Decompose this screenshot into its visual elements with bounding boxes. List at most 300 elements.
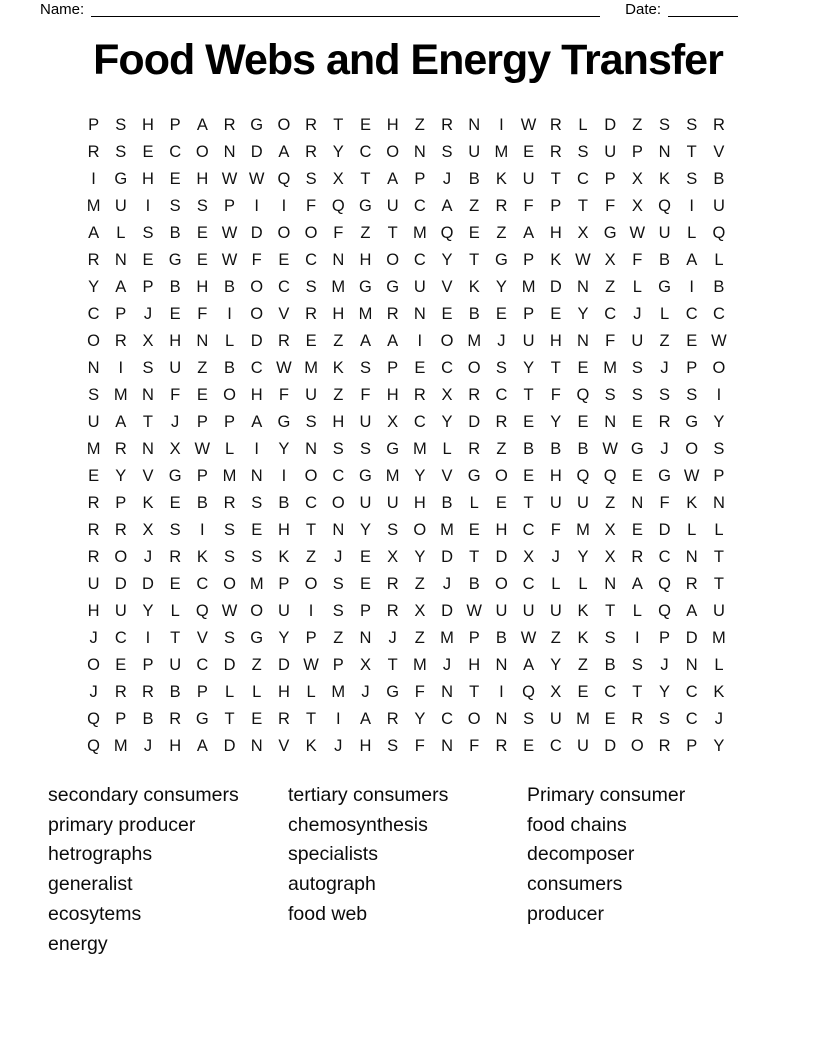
grid-letter: B <box>224 278 236 296</box>
grid-letter: N <box>142 386 154 404</box>
grid-letter: G <box>386 278 400 296</box>
grid-letter: B <box>278 494 290 512</box>
grid-letter: E <box>169 494 181 512</box>
grid-letter: C <box>495 386 508 404</box>
grid-letter: S <box>713 440 725 458</box>
grid-letter: E <box>523 413 535 431</box>
grid-letter: K <box>196 548 208 566</box>
grid-letter: N <box>495 656 508 674</box>
grid-letter: C <box>604 683 617 701</box>
grid-letter: H <box>386 116 399 134</box>
grid-letter: T <box>523 494 534 512</box>
grid-letter: D <box>441 548 453 566</box>
word-bank-item: decomposer <box>527 843 635 866</box>
grid-letter: D <box>604 116 617 134</box>
grid-letter: K <box>577 629 589 647</box>
grid-letter: S <box>305 170 317 188</box>
grid-letter: S <box>659 710 671 728</box>
grid-letter: H <box>495 521 508 539</box>
grid-letter: C <box>277 278 290 296</box>
grid-letter: S <box>88 386 100 404</box>
grid-letter: P <box>169 116 181 134</box>
grid-letter: H <box>359 251 372 269</box>
grid-letter: I <box>499 683 504 701</box>
grid-letter: C <box>413 413 426 431</box>
grid-letter: Y <box>577 305 589 323</box>
grid-letter: N <box>685 548 698 566</box>
grid-letter: S <box>686 116 698 134</box>
grid-letter: P <box>468 629 480 647</box>
grid-letter: T <box>713 548 724 566</box>
grid-letter: E <box>577 413 589 431</box>
grid-letter: L <box>659 305 670 323</box>
grid-letter: V <box>278 305 290 323</box>
grid-letter: K <box>495 170 507 188</box>
word-bank-item: Primary consumer <box>527 784 686 806</box>
grid-letter: F <box>659 494 670 512</box>
grid-letter: B <box>523 440 535 458</box>
grid-letter: J <box>551 548 560 566</box>
grid-letter: Q <box>658 197 671 215</box>
grid-letter: Y <box>115 467 127 485</box>
grid-letter: G <box>114 170 128 188</box>
grid-letter: D <box>604 737 617 755</box>
grid-letter: M <box>576 710 590 728</box>
grid-letter: L <box>714 521 724 539</box>
grid-letter: S <box>142 359 154 377</box>
grid-letter: T <box>170 629 181 647</box>
grid-letter: C <box>522 521 535 539</box>
grid-letter: U <box>712 602 725 620</box>
header-row <box>40 1 738 18</box>
grid-letter: A <box>523 656 535 674</box>
grid-letter: B <box>224 359 236 377</box>
grid-letter: U <box>386 197 399 215</box>
grid-letter: Z <box>414 629 425 647</box>
grid-letter: R <box>468 386 481 404</box>
grid-letter: Q <box>658 575 671 593</box>
grid-letter: P <box>523 305 535 323</box>
grid-letter: A <box>686 602 698 620</box>
grid-letter: K <box>577 602 589 620</box>
grid-letter: B <box>713 170 725 188</box>
grid-letter: F <box>605 197 616 215</box>
grid-letter: M <box>86 197 101 215</box>
grid-letter: J <box>89 683 98 701</box>
grid-letter: P <box>686 359 698 377</box>
grid-letter: M <box>86 440 101 458</box>
grid-letter: H <box>549 467 562 485</box>
grid-letter: Y <box>713 737 725 755</box>
grid-letter: F <box>306 197 317 215</box>
grid-letter: T <box>469 251 480 269</box>
grid-letter: M <box>521 278 536 296</box>
grid-letter: U <box>87 575 100 593</box>
grid-letter: K <box>305 737 317 755</box>
grid-letter: O <box>331 494 345 512</box>
grid-letter: L <box>687 521 697 539</box>
grid-letter: P <box>224 413 236 431</box>
grid-letter: V <box>278 737 290 755</box>
grid-letter: N <box>87 359 100 377</box>
grid-letter: S <box>332 602 344 620</box>
grid-letter: F <box>197 305 208 323</box>
grid-letter: C <box>87 305 100 323</box>
grid-letter: P <box>713 467 725 485</box>
grid-letter: F <box>170 386 181 404</box>
grid-letter: S <box>115 116 127 134</box>
grid-letter: K <box>713 683 725 701</box>
grid-letter: T <box>577 197 589 215</box>
grid-letter: W <box>711 332 727 350</box>
grid-letter: Z <box>414 116 425 134</box>
grid-letter: U <box>359 413 372 431</box>
grid-letter: Z <box>414 575 425 593</box>
grid-letter: T <box>306 521 317 539</box>
grid-letter: A <box>387 170 399 188</box>
grid-letter: R <box>114 683 127 701</box>
grid-letter: J <box>660 440 669 458</box>
grid-letter: J <box>89 629 98 647</box>
grid-letter: E <box>196 251 208 269</box>
grid-letter: H <box>277 521 290 539</box>
grid-letter: U <box>522 170 535 188</box>
grid-letter: S <box>387 521 399 539</box>
word-bank-item: secondary consumers <box>48 784 239 806</box>
grid-letter: S <box>169 521 181 539</box>
grid-letter: Y <box>278 440 290 458</box>
grid-letter: Z <box>632 116 643 134</box>
grid-letter: J <box>497 332 506 350</box>
grid-letter: N <box>495 710 508 728</box>
grid-letter: T <box>387 656 398 674</box>
grid-letter: Z <box>469 197 480 215</box>
grid-letter: B <box>468 575 480 593</box>
grid-letter: E <box>631 413 643 431</box>
grid-letter: L <box>224 332 235 350</box>
grid-letter: A <box>631 575 643 593</box>
grid-letter: H <box>169 737 182 755</box>
grid-letter: N <box>604 575 617 593</box>
grid-letter: M <box>712 629 726 647</box>
grid-letter: A <box>196 116 208 134</box>
grid-letter: N <box>577 278 589 296</box>
grid-letter: L <box>442 440 452 458</box>
word-bank-item: producer <box>527 902 604 925</box>
grid-letter: U <box>631 332 644 350</box>
grid-letter: F <box>278 386 289 404</box>
grid-letter: S <box>224 521 236 539</box>
grid-letter: O <box>114 548 128 566</box>
grid-letter: C <box>196 575 209 593</box>
grid-letter: O <box>467 359 481 377</box>
grid-letter: Z <box>605 494 616 512</box>
grid-letter: E <box>495 494 507 512</box>
grid-letter: G <box>386 440 400 458</box>
grid-letter: J <box>334 548 343 566</box>
grid-letter: I <box>281 197 287 215</box>
grid-letter: X <box>142 521 154 539</box>
word-bank-item: specialists <box>288 843 378 866</box>
grid-letter: E <box>604 710 616 728</box>
grid-letter: O <box>494 575 508 593</box>
grid-letter: U <box>495 602 508 620</box>
grid-letter: D <box>114 575 127 593</box>
grid-letter: R <box>386 710 399 728</box>
grid-letter: T <box>713 575 724 593</box>
grid-letter: O <box>685 440 699 458</box>
grid-letter: E <box>468 521 480 539</box>
grid-letter: T <box>469 683 480 701</box>
grid-letter: Y <box>88 278 100 296</box>
grid-letter: L <box>714 656 724 674</box>
grid-letter: C <box>196 656 209 674</box>
grid-letter: R <box>495 197 508 215</box>
grid-letter: W <box>629 224 646 242</box>
grid-letter: K <box>468 278 480 296</box>
grid-letter: N <box>577 332 589 350</box>
grid-row <box>80 112 733 139</box>
grid-letter: H <box>169 332 182 350</box>
grid-letter: U <box>549 494 562 512</box>
grid-letter: U <box>468 143 481 161</box>
grid-letter: Z <box>333 332 344 350</box>
grid-letter: V <box>142 467 154 485</box>
grid-letter: F <box>251 251 262 269</box>
grid-letter: R <box>386 305 399 323</box>
grid-letter: G <box>603 224 617 242</box>
grid-letter: R <box>305 116 318 134</box>
grid-letter: W <box>221 170 238 188</box>
grid-letter: R <box>169 548 182 566</box>
grid-letter: W <box>602 440 618 458</box>
grid-letter: D <box>685 629 698 647</box>
grid-letter: N <box>114 251 127 269</box>
grid-row <box>80 652 733 679</box>
grid-letter: B <box>604 656 616 674</box>
grid-letter: D <box>277 656 290 674</box>
grid-row <box>80 355 733 382</box>
grid-letter: G <box>168 251 182 269</box>
word-bank-item: ecosytems <box>48 902 142 925</box>
grid-letter: X <box>604 251 616 269</box>
grid-letter: O <box>494 467 508 485</box>
grid-letter: T <box>550 359 561 377</box>
grid-letter: L <box>687 224 697 242</box>
grid-row <box>80 220 733 247</box>
grid-letter: X <box>387 413 399 431</box>
grid-letter: R <box>169 710 182 728</box>
grid-letter: G <box>195 710 209 728</box>
grid-letter: J <box>143 305 153 323</box>
grid-letter: B <box>550 440 562 458</box>
grid-letter: F <box>414 737 425 755</box>
grid-letter: S <box>523 710 535 728</box>
grid-letter: K <box>659 170 671 188</box>
grid-letter: I <box>254 197 260 215</box>
grid-letter: T <box>550 170 561 188</box>
grid-letter: D <box>142 575 154 593</box>
grid-letter: F <box>414 683 425 701</box>
grid-letter: R <box>685 575 698 593</box>
grid-letter: M <box>412 656 427 674</box>
grid-letter: O <box>277 224 291 242</box>
word-bank-column-2 <box>288 781 448 930</box>
grid-letter: R <box>495 413 508 431</box>
grid-letter: M <box>331 683 346 701</box>
grid-letter: P <box>387 359 399 377</box>
grid-letter: P <box>550 197 562 215</box>
grid-letter: H <box>142 170 154 188</box>
grid-letter: J <box>171 413 180 431</box>
grid-letter: W <box>221 224 238 242</box>
grid-letter: T <box>306 710 317 728</box>
grid-letter: X <box>577 224 589 242</box>
grid-letter: B <box>468 170 480 188</box>
grid-letter: W <box>466 602 482 620</box>
grid-letter: R <box>305 305 318 323</box>
word-bank-item: chemosynthesis <box>288 813 428 836</box>
grid-letter: S <box>332 440 344 458</box>
grid-letter: M <box>576 521 590 539</box>
grid-letter: E <box>686 332 698 350</box>
grid-letter: R <box>495 737 508 755</box>
grid-letter: D <box>223 737 236 755</box>
grid-letter: H <box>332 305 345 323</box>
grid-letter: S <box>577 143 589 161</box>
grid-letter: Y <box>495 278 507 296</box>
grid-letter: S <box>305 278 317 296</box>
grid-letter: J <box>442 170 452 188</box>
grid-letter: I <box>227 305 232 323</box>
grid-letter: L <box>252 683 262 701</box>
grid-letter: C <box>685 710 698 728</box>
grid-letter: W <box>303 656 319 674</box>
grid-letter: G <box>630 440 644 458</box>
grid-letter: Y <box>659 683 671 701</box>
grid-letter: P <box>523 251 535 269</box>
grid-letter: S <box>659 386 671 404</box>
grid-letter: G <box>277 413 291 431</box>
grid-letter: N <box>250 467 263 485</box>
grid-letter: E <box>251 710 263 728</box>
grid-letter: H <box>413 494 426 512</box>
grid-letter: Z <box>251 656 262 674</box>
grid-letter: W <box>276 359 292 377</box>
grid-letter: U <box>712 197 725 215</box>
grid-letter: M <box>249 575 264 593</box>
grid-letter: M <box>304 359 318 377</box>
grid-letter: G <box>658 278 671 296</box>
grid-letter: C <box>169 143 182 161</box>
grid-letter: U <box>386 494 399 512</box>
grid-letter: E <box>414 359 426 377</box>
grid-letter: H <box>196 170 209 188</box>
grid-letter: A <box>88 224 100 242</box>
grid-letter: C <box>359 143 372 161</box>
grid-letter: R <box>658 413 671 431</box>
grid-letter: O <box>250 278 264 296</box>
grid-letter: V <box>196 629 208 647</box>
grid-letter: J <box>388 629 397 647</box>
grid-letter: B <box>659 251 671 269</box>
grid-letter: A <box>278 143 290 161</box>
grid-letter: N <box>631 494 644 512</box>
grid-letter: N <box>468 116 481 134</box>
word-bank-item: energy <box>48 932 108 955</box>
grid-letter: O <box>250 602 264 620</box>
grid-letter: H <box>87 602 100 620</box>
grid-letter: A <box>441 197 453 215</box>
grid-letter: Q <box>277 170 291 188</box>
grid-letter: E <box>196 224 208 242</box>
grid-letter: D <box>250 143 263 161</box>
grid-letter: T <box>686 143 697 161</box>
grid-letter: P <box>224 197 236 215</box>
grid-letter: K <box>332 359 344 377</box>
grid-letter: R <box>549 143 562 161</box>
grid-letter: H <box>359 737 372 755</box>
grid-letter: D <box>223 656 236 674</box>
grid-letter: S <box>631 359 643 377</box>
grid-letter: F <box>360 386 371 404</box>
grid-letter: P <box>196 467 208 485</box>
grid-row <box>80 382 733 409</box>
grid-letter: R <box>413 386 426 404</box>
grid-row <box>80 598 733 625</box>
grid-letter: L <box>469 494 479 512</box>
grid-letter: K <box>686 494 698 512</box>
grid-letter: O <box>386 251 400 269</box>
grid-letter: U <box>169 656 182 674</box>
grid-letter: P <box>686 737 698 755</box>
grid-letter: H <box>386 386 399 404</box>
grid-letter: R <box>114 521 127 539</box>
grid-letter: F <box>523 197 534 215</box>
grid-letter: M <box>603 359 618 377</box>
grid-letter: K <box>278 548 290 566</box>
grid-letter: Z <box>550 629 561 647</box>
grid-row <box>80 193 733 220</box>
grid-letter: Q <box>576 386 590 404</box>
grid-letter: S <box>169 197 181 215</box>
grid-letter: T <box>142 413 154 431</box>
grid-row <box>80 463 733 490</box>
grid-letter: E <box>523 467 535 485</box>
grid-letter: M <box>113 386 128 404</box>
word-bank-item: food chains <box>527 813 627 836</box>
word-bank-column-1 <box>48 781 239 959</box>
grid-letter: P <box>115 305 127 323</box>
grid-letter: D <box>468 413 481 431</box>
grid-letter: Q <box>87 710 101 728</box>
grid-letter: M <box>113 737 128 755</box>
grid-letter: R <box>468 440 481 458</box>
grid-letter: S <box>359 359 371 377</box>
grid-letter: P <box>115 710 127 728</box>
grid-row <box>80 274 733 301</box>
grid-letter: X <box>142 332 154 350</box>
grid-letter: R <box>277 332 290 350</box>
grid-letter: W <box>248 170 265 188</box>
grid-letter: R <box>87 521 100 539</box>
grid-letter: U <box>577 494 589 512</box>
grid-letter: E <box>359 548 371 566</box>
grid-letter: E <box>577 359 589 377</box>
word-bank <box>0 781 816 961</box>
grid-letter: P <box>115 494 127 512</box>
grid-letter: I <box>689 197 695 215</box>
